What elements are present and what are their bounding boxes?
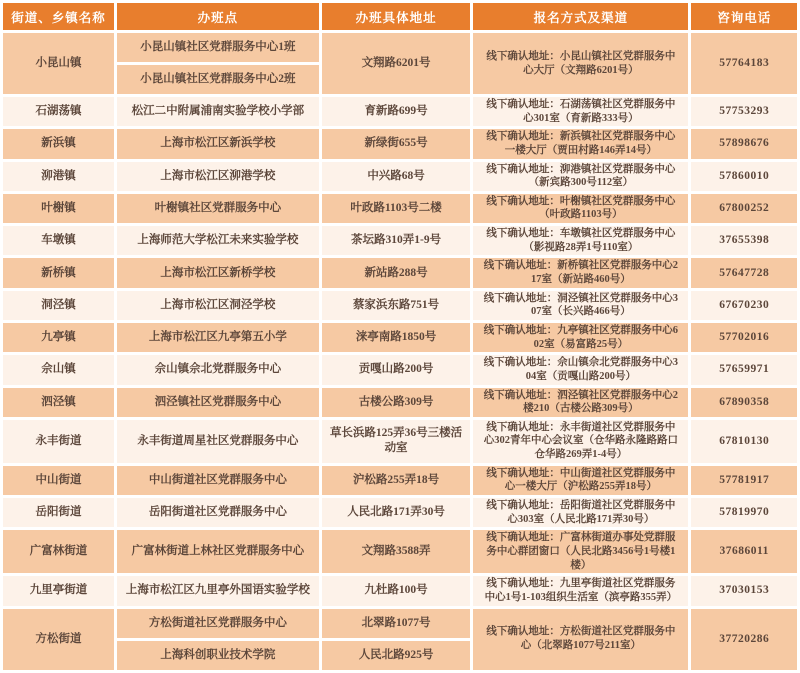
site-cell: 上海科创职业技术学院 bbox=[117, 641, 319, 670]
registration-cell: 线下确认地址：泗泾镇社区党群服务中心2楼210（古楼公路309号） bbox=[473, 388, 688, 417]
col-header-site: 办班点 bbox=[117, 3, 319, 30]
table-row bbox=[3, 226, 797, 255]
phone-cell: 57764183 bbox=[691, 33, 797, 94]
registration-cell: 线下确认地址：新浜镇社区党群服务中心一楼大厅（贾田村路146弄14号） bbox=[473, 129, 688, 158]
phone-cell: 67890358 bbox=[691, 388, 797, 417]
registration-cell: 线下确认地址：洞泾镇社区党群服务中心307室（长兴路466号） bbox=[473, 291, 688, 320]
site-cell: 广富林街道上林社区党群服务中心 bbox=[117, 530, 319, 573]
registration-cell: 线下确认地址：方松街道社区党群服务中心（北翠路1077号211室） bbox=[473, 609, 688, 670]
phone-cell: 37720286 bbox=[691, 609, 797, 670]
site-cell: 中山街道社区党群服务中心 bbox=[117, 466, 319, 495]
registration-cell: 线下确认地址：叶榭镇社区党群服务中心（叶政路1103号） bbox=[473, 194, 688, 223]
registration-cell: 线下确认地址：九亭镇社区党群服务中心602室（易富路25号） bbox=[473, 323, 688, 352]
town-cell: 小昆山镇 bbox=[3, 33, 114, 94]
phone-cell: 67810130 bbox=[691, 420, 797, 463]
table-row bbox=[3, 355, 797, 384]
town-cell: 车墩镇 bbox=[3, 226, 114, 255]
site-cell: 小昆山镇社区党群服务中心1班 bbox=[117, 33, 319, 62]
col-header-registration: 报名方式及渠道 bbox=[473, 3, 688, 30]
town-cell: 泖港镇 bbox=[3, 162, 114, 191]
address-cell: 新绿街655号 bbox=[322, 129, 471, 158]
town-cell: 中山街道 bbox=[3, 466, 114, 495]
town-cell: 九里亭街道 bbox=[3, 576, 114, 605]
address-cell: 人民北路925号 bbox=[322, 641, 471, 670]
town-cell: 叶榭镇 bbox=[3, 194, 114, 223]
phone-cell: 57819970 bbox=[691, 498, 797, 527]
registration-cell: 线下确认地址：佘山镇佘北党群服务中心304室（贡嘎山路200号） bbox=[473, 355, 688, 384]
registration-cell: 线下确认地址：小昆山镇社区党群服务中心大厅（文翔路6201号） bbox=[473, 33, 688, 94]
address-cell: 中兴路68号 bbox=[322, 162, 471, 191]
site-cell: 小昆山镇社区党群服务中心2班 bbox=[117, 65, 319, 94]
table-row bbox=[3, 323, 797, 352]
table-row bbox=[3, 530, 797, 573]
col-header-address: 办班具体地址 bbox=[322, 3, 471, 30]
town-cell: 石湖荡镇 bbox=[3, 97, 114, 126]
town-cell: 洞泾镇 bbox=[3, 291, 114, 320]
registration-cell: 线下确认地址：石湖荡镇社区党群服务中心301室（育新路333号） bbox=[473, 97, 688, 126]
address-cell: 北翠路1077号 bbox=[322, 609, 471, 638]
registration-cell: 线下确认地址：新桥镇社区党群服务中心217室（新站路460号） bbox=[473, 258, 688, 287]
town-cell: 永丰街道 bbox=[3, 420, 114, 463]
town-cell: 佘山镇 bbox=[3, 355, 114, 384]
town-cell: 泗泾镇 bbox=[3, 388, 114, 417]
phone-cell: 57702016 bbox=[691, 323, 797, 352]
table-row bbox=[3, 129, 797, 158]
table-row bbox=[3, 291, 797, 320]
table-row bbox=[3, 420, 797, 463]
phone-cell: 57781917 bbox=[691, 466, 797, 495]
table-row bbox=[3, 576, 797, 605]
site-cell: 上海市松江区洞泾学校 bbox=[117, 291, 319, 320]
address-cell: 人民北路171弄30号 bbox=[322, 498, 471, 527]
table-row bbox=[3, 258, 797, 287]
site-cell: 上海市松江区新桥学校 bbox=[117, 258, 319, 287]
address-cell: 沪松路255弄18号 bbox=[322, 466, 471, 495]
phone-cell: 57647728 bbox=[691, 258, 797, 287]
town-cell: 方松街道 bbox=[3, 609, 114, 670]
phone-cell: 57659971 bbox=[691, 355, 797, 384]
site-cell: 松江二中附属浦南实验学校小学部 bbox=[117, 97, 319, 126]
address-cell: 叶政路1103号二楼 bbox=[322, 194, 471, 223]
site-cell: 方松街道社区党群服务中心 bbox=[117, 609, 319, 638]
site-cell: 叶榭镇社区党群服务中心 bbox=[117, 194, 319, 223]
registration-cell: 线下确认地址：岳阳街道社区党群服务中心303室（人民北路171弄30号） bbox=[473, 498, 688, 527]
address-cell: 草长浜路125弄36号三楼活动室 bbox=[322, 420, 471, 463]
registration-cell: 线下确认地址：永丰街道社区党群服务中心302青年中心会议室（仓华路永隆路路口仓华路269弄1-4号） bbox=[473, 420, 688, 463]
phone-cell: 67800252 bbox=[691, 194, 797, 223]
col-header-phone: 咨询电话 bbox=[691, 3, 797, 30]
town-cell: 岳阳街道 bbox=[3, 498, 114, 527]
phone-cell: 57898676 bbox=[691, 129, 797, 158]
registration-cell: 线下确认地址：泖港镇社区党群服务中心（新宾路300号112室） bbox=[473, 162, 688, 191]
address-cell: 涞亭南路1850号 bbox=[322, 323, 471, 352]
table-row bbox=[3, 162, 797, 191]
phone-cell: 67670230 bbox=[691, 291, 797, 320]
address-cell: 茶坛路310弄1-9号 bbox=[322, 226, 471, 255]
table-row bbox=[3, 609, 797, 638]
site-cell: 岳阳街道社区党群服务中心 bbox=[117, 498, 319, 527]
address-cell: 蔡家浜东路751号 bbox=[322, 291, 471, 320]
table-row bbox=[3, 97, 797, 126]
registration-cell: 线下确认地址：广富林街道办事处党群服务中心群团窗口（人民北路3456号1号楼1楼） bbox=[473, 530, 688, 573]
table-row bbox=[3, 388, 797, 417]
site-cell: 上海市松江区九亭第五小学 bbox=[117, 323, 319, 352]
address-cell: 新站路288号 bbox=[322, 258, 471, 287]
table-row bbox=[3, 33, 797, 62]
site-cell: 佘山镇佘北党群服务中心 bbox=[117, 355, 319, 384]
phone-cell: 57860010 bbox=[691, 162, 797, 191]
header-row bbox=[3, 3, 797, 30]
address-cell: 九杜路100号 bbox=[322, 576, 471, 605]
table-row bbox=[3, 498, 797, 527]
town-cell: 新浜镇 bbox=[3, 129, 114, 158]
site-cell: 永丰街道周星社区党群服务中心 bbox=[117, 420, 319, 463]
address-cell: 育新路699号 bbox=[322, 97, 471, 126]
phone-cell: 57753293 bbox=[691, 97, 797, 126]
registration-cell: 线下确认地址：中山街道社区党群服务中心一楼大厅（沪松路255弄18号） bbox=[473, 466, 688, 495]
phone-cell: 37686011 bbox=[691, 530, 797, 573]
site-cell: 上海市松江区泖港学校 bbox=[117, 162, 319, 191]
registration-cell: 线下确认地址：车墩镇社区党群服务中心（影视路28弄1号110室） bbox=[473, 226, 688, 255]
site-cell: 上海师范大学松江未来实验学校 bbox=[117, 226, 319, 255]
registration-cell: 线下确认地址：九里亭街道社区党群服务中心1号1-103组织生活室（滨亭路355弄） bbox=[473, 576, 688, 605]
col-header-town: 街道、乡镇名称 bbox=[3, 3, 114, 30]
site-cell: 上海市松江区新浜学校 bbox=[117, 129, 319, 158]
table-row bbox=[3, 466, 797, 495]
table-row bbox=[3, 194, 797, 223]
address-cell: 文翔路6201号 bbox=[322, 33, 471, 94]
address-cell: 贡嘎山路200号 bbox=[322, 355, 471, 384]
phone-cell: 37030153 bbox=[691, 576, 797, 605]
address-cell: 文翔路3588弄 bbox=[322, 530, 471, 573]
town-cell: 新桥镇 bbox=[3, 258, 114, 287]
address-cell: 古楼公路309号 bbox=[322, 388, 471, 417]
site-cell: 上海市松江区九里亭外国语实验学校 bbox=[117, 576, 319, 605]
site-cell: 泗泾镇社区党群服务中心 bbox=[117, 388, 319, 417]
town-cell: 九亭镇 bbox=[3, 323, 114, 352]
town-cell: 广富林街道 bbox=[3, 530, 114, 573]
phone-cell: 37655398 bbox=[691, 226, 797, 255]
